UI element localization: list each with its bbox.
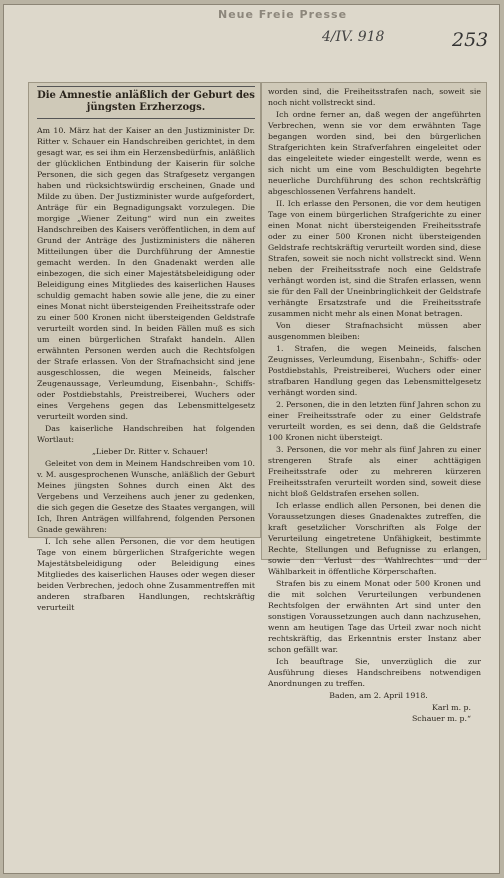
handwritten-date: 4/IV. 918 xyxy=(322,29,385,45)
clipping-column-1 xyxy=(28,82,261,612)
paragraph: Ich beauftrage Sie, unverzüglich die zur Ausführung dieses Handschreibens notwendigen Anordnungen zu treffen. xyxy=(268,657,481,688)
headline-line-1: Die Amnestie anläßlich der Geburt des xyxy=(37,90,255,101)
clipping-column-2 xyxy=(261,82,487,723)
paragraph: II. Ich erlasse den Personen, die vor dem heutigen Tage von einem bürgerlichen Strafgerichte zu einer einen Monat nicht übersteigenden Freiheitsstrafe oder zu einer 500 Kronen nicht übersteigenden Geldstrafe rechtskräftig verurteilt worden sind, diese Strafen, soweit sie noch nicht vollstreckt sind. Wenn neben der Freiheitsstrafe noch eine Geldstrafe verhängt worden ist, sind die Strafen erlassen, wenn sie für den Fall der Uneinbringlichkeit der Geldstrafe verhängte Ersatzstrafe und die Freiheitsstrafe zusammen nicht mehr als einen Monat betragen. xyxy=(268,199,481,318)
signature-minister: Schauer m. p.“ xyxy=(411,714,471,723)
place-date: Baden, am 2. April 1918. xyxy=(329,691,428,700)
paragraph: 1. Strafen, die wegen Meineids, falschen Zeugnisses, Verleumdung, Eisenbahn-, Schiffs- oder Postdiebstahls, Preistreiberei, Wuchers oder einer strafbaren Handlung gegen das Lebensmittelgesetz verhängt worden sind. xyxy=(268,344,481,397)
salutation: „Lieber Dr. Ritter v. Schauer! xyxy=(92,447,208,456)
paragraph: worden sind, die Freiheitsstrafen nach, soweit sie noch nicht vollstreckt sind. xyxy=(268,87,481,107)
article-headline xyxy=(37,86,255,119)
paragraph: Ich erlasse endlich allen Personen, bei denen die Voraussetzungen dieses Gnadenaktes zutreffen, die kraft gesetzlicher Vorschriften als Folge der Verurteilung eingetretene Unfähigkeit, bestimmte Rechte, Stellungen und Befugnisse zu erlangen, sowie den Verlust des Wahlrechtes und der Wählbarkeit in öffentliche Körperschaften. xyxy=(268,501,481,576)
paragraph: Am 10. März hat der Kaiser an den Justizminister Dr. Ritter v. Schauer ein Handschreiben gerichtet, in dem gesagt war, es sei ihm ein Herzensbedürfnis, anläßlich der glücklichen Entbindung der Kaiserin für solche Personen, die sich gegen das Strafgesetz vergangen haben und rücksichtswürdig erscheinen, Gnade und Milde zu üben. Der Justizminister wurde aufgefordert, Anträge für ein Begnadigungsakt vorzulegen. Die morgige „Wiener Zeitung“ wird nun ein zweites Handschreiben des Kaisers veröffentlichen, in dem auf Grund der Anträge des Justizministers die näheren Mitteilungen über die Durchführung der Amnestie gemacht werden. In den Gnadenakt werden alle einbezogen, die sich einer Majestätsbeleidigung oder Beleidigung eines Mitgliedes des kaiserlichen Hauses schuldig gemacht haben sowie alle jene, die zu einer eines Monat nicht übersteigenden Freiheitsstrafe oder zu einer 500 Kronen nicht übersteigenden Geldstrafe verurteilt worden sind. In beiden Fällen muß es sich um einen bürgerlichen Strafakt handeln. Allen erwähnten Personen werden auch die Rechtsfolgen der Strafe erlassen. Von der Strafnachsicht sind jene ausgeschlossen, die wegen Meineids, falscher Zeugenaussage, Verleumdung, Eisenbahn-, Schiffs- oder Postdiebstahls, Preistreiberei, Wuchers oder eines Vergehens gegen das Lebensmittelgesetz verurteilt worden sind. xyxy=(37,126,255,421)
paragraph: 3. Personen, die vor mehr als fünf Jahren zu einer strengeren Strafe als einer achttägigen Freiheitsstrafe oder zu mehreren kürzeren Freiheitsstrafen verurteilt worden sind, soweit diese nicht bloß Geldstrafen ersehen sollen. xyxy=(268,445,481,498)
paragraph: 2. Personen, die in den letzten fünf Jahren schon zu einer Freiheitsstrafe oder zu einer Geldstrafe verurteilt worden, es sei denn, daß die Geldstrafe 100 Kronen nicht übersteigt. xyxy=(268,400,481,442)
paragraph: Strafen bis zu einem Monat oder 500 Kronen und die mit solchen Verurteilungen verbundenen Rechtsfolgen der erwähnten Art sind unter den sonstigen Voraussetzungen auch dann nachzusehen, wenn am heutigen Tage das Urteil zwar noch nicht rechtskräftig, das Erkenntnis erster Instanz aber schon gefällt war. xyxy=(268,579,481,654)
paragraph: Ich ordne ferner an, daß wegen der angeführten Verbrechen, wenn sie vor dem erwähnten Tage begangen worden sind, bei den bürgerlichen Strafgerichten kein Strafverfahren eingeleitet oder das eingeleitete wieder eingestellt werde, wenn es sich nicht um eine vom Beschuldigten begehrte neuerliche Durchführung des schon rechtskräftig abgeschlossenen Verfahrens handelt. xyxy=(268,110,481,196)
signature-emperor: Karl m. p. xyxy=(432,703,471,712)
article-body-col2 xyxy=(268,86,481,724)
paragraph: Das kaiserliche Handschreiben hat folgenden Wortlaut: xyxy=(37,424,255,444)
paragraph: Von dieser Strafnachsicht müssen aber ausgenommen bleiben: xyxy=(268,321,481,341)
paragraph: I. Ich sehe allen Personen, die vor dem heutigen Tage von einem bürgerlichen Strafgerichte wegen Majestätsbeleidigung oder Beleidigung eines Mitgliedes des kaiserlichen Hauses oder wegen dieser beiden Verbrechen, jedoch ohne Zusammentreffen mit anderen strafbaren Handlungen, rechtskräftig verurteilt xyxy=(37,537,255,612)
paragraph: Geleitet von dem in Meinem Handschreiben vom 10. v. M. ausgesprochenen Wunsche, anläßlich der Geburt Meines jüngsten Sohnes durch einen Akt des Vergebens und Verzeihens auch jener zu gedenken, die sich gegen die Gesetze des Staates vergangen, will Ich, Ihren Anträgen willfahrend, folgenden Personen Gnade gewähren: xyxy=(37,459,255,534)
handwritten-page-number: 253 xyxy=(452,29,489,51)
newspaper-stamp: Neue Freie Presse xyxy=(218,8,348,21)
article-body-col1 xyxy=(37,125,255,613)
headline-line-2: jüngsten Erzherzogs. xyxy=(86,102,206,113)
